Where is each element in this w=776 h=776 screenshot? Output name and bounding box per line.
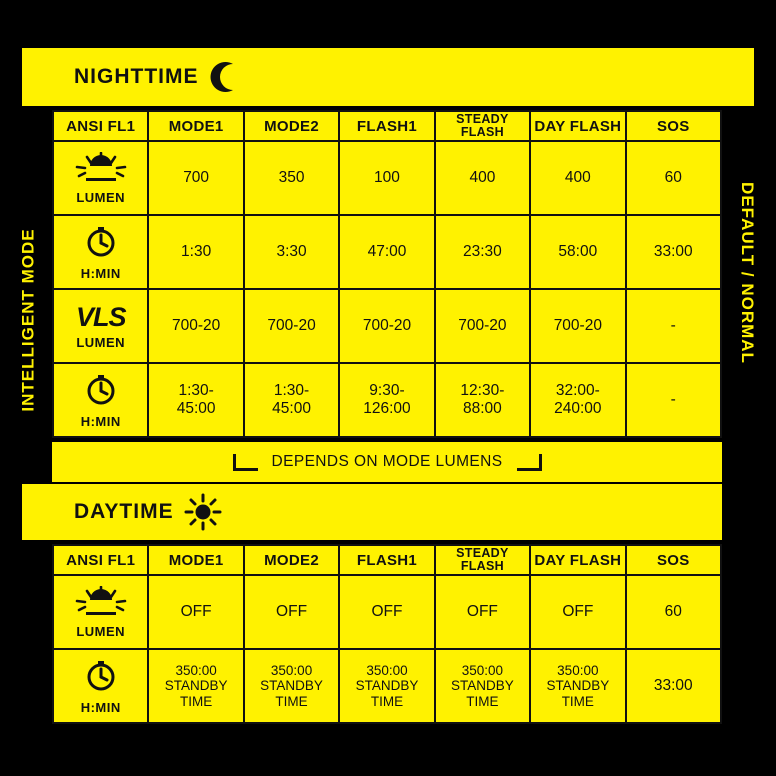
table-row <box>53 649 721 723</box>
cell-hmin-steady-flash: 23:30 <box>435 215 530 289</box>
cell-vls-sos: - <box>626 289 721 363</box>
rowhead-label: LUMEN <box>76 189 126 205</box>
rowhead-vls-hmin <box>53 363 148 437</box>
col-steady-flash: STEADY FLASH <box>435 111 530 141</box>
col-mode2: MODE2 <box>244 545 339 575</box>
col-mode1: MODE1 <box>148 111 243 141</box>
cell-day-lumen-steady-flash: OFF <box>435 575 530 649</box>
vls-logo: VLS <box>75 302 126 332</box>
moon-icon <box>209 60 243 94</box>
clock-icon <box>83 372 119 412</box>
cell-vls-mode2: 700-20 <box>244 289 339 363</box>
cell-day-lumen-flash1: OFF <box>339 575 434 649</box>
cell-lumen-flash1: 100 <box>339 141 434 215</box>
cell-vls-day-flash: 700-20 <box>530 289 625 363</box>
rowhead-hmin <box>53 215 148 289</box>
col-ansi-fl1: ANSI FL1 <box>53 111 148 141</box>
col-flash1: FLASH1 <box>339 111 434 141</box>
rowhead-label: H:MIN <box>80 265 121 281</box>
cell-day-hmin-flash1: 350:00 STANDBY TIME <box>339 649 434 723</box>
col-mode1: MODE1 <box>148 545 243 575</box>
sun-burst-icon <box>72 152 130 188</box>
bracket-right-icon <box>517 454 542 471</box>
cell-day-lumen-sos: 60 <box>626 575 721 649</box>
col-mode2: MODE2 <box>244 111 339 141</box>
cell-vlshmin-mode2: 1:30- 45:00 <box>244 363 339 437</box>
cell-hmin-day-flash: 58:00 <box>530 215 625 289</box>
left-vertical-label <box>8 105 50 535</box>
rowhead-label: LUMEN <box>76 335 126 350</box>
rowhead-label: H:MIN <box>80 413 121 429</box>
table-row <box>53 141 721 215</box>
cell-lumen-sos: 60 <box>626 141 721 215</box>
cell-lumen-mode2: 350 <box>244 141 339 215</box>
cell-lumen-steady-flash: 400 <box>435 141 530 215</box>
rowhead-vls-lumen <box>53 289 148 363</box>
sun-burst-icon <box>72 586 130 622</box>
table-row <box>53 363 721 437</box>
cell-day-lumen-mode1: OFF <box>148 575 243 649</box>
cell-day-hmin-steady-flash: 350:00 STANDBY TIME <box>435 649 530 723</box>
col-sos: SOS <box>626 545 721 575</box>
rowhead-hmin <box>53 649 148 723</box>
nighttime-banner <box>22 48 754 106</box>
clock-icon <box>83 658 119 698</box>
cell-hmin-mode1: 1:30 <box>148 215 243 289</box>
col-day-flash: DAY FLASH <box>530 111 625 141</box>
table-header-row <box>53 111 721 141</box>
cell-vlshmin-day-flash: 32:00- 240:00 <box>530 363 625 437</box>
cell-day-lumen-day-flash: OFF <box>530 575 625 649</box>
right-vertical-label-text: DEFAULT / NORMAL <box>738 181 757 364</box>
cell-hmin-sos: 33:00 <box>626 215 721 289</box>
cell-vlshmin-steady-flash: 12:30- 88:00 <box>435 363 530 437</box>
cell-day-hmin-mode1: 350:00 STANDBY TIME <box>148 649 243 723</box>
cell-hmin-flash1: 47:00 <box>339 215 434 289</box>
rowhead-label: H:MIN <box>80 699 121 715</box>
depends-note <box>52 442 722 482</box>
daytime-title: DAYTIME <box>74 500 174 523</box>
cell-day-lumen-mode2: OFF <box>244 575 339 649</box>
col-ansi-fl1: ANSI FL1 <box>53 545 148 575</box>
cell-hmin-mode2: 3:30 <box>244 215 339 289</box>
nighttime-table <box>52 110 722 438</box>
cell-vlshmin-flash1: 9:30- 126:00 <box>339 363 434 437</box>
cell-vls-steady-flash: 700-20 <box>435 289 530 363</box>
col-day-flash: DAY FLASH <box>530 545 625 575</box>
bracket-left-icon <box>233 454 258 471</box>
depends-note-text: DEPENDS ON MODE LUMENS <box>271 453 503 470</box>
col-sos: SOS <box>626 111 721 141</box>
cell-lumen-day-flash: 400 <box>530 141 625 215</box>
rowhead-label: LUMEN <box>76 623 126 639</box>
daytime-table <box>52 544 722 724</box>
cell-day-hmin-mode2: 350:00 STANDBY TIME <box>244 649 339 723</box>
sun-icon <box>184 493 222 531</box>
daytime-banner <box>22 484 722 540</box>
col-flash1: FLASH1 <box>339 545 434 575</box>
cell-vls-flash1: 700-20 <box>339 289 434 363</box>
table-row <box>53 215 721 289</box>
rowhead-lumen <box>53 575 148 649</box>
left-vertical-label-text: INTELLIGENT MODE <box>19 228 39 412</box>
col-steady-flash: STEADY FLASH <box>435 545 530 575</box>
cell-vlshmin-mode1: 1:30- 45:00 <box>148 363 243 437</box>
cell-vls-mode1: 700-20 <box>148 289 243 363</box>
cell-lumen-mode1: 700 <box>148 141 243 215</box>
cell-day-hmin-day-flash: 350:00 STANDBY TIME <box>530 649 625 723</box>
right-vertical-label <box>726 105 768 440</box>
table-row <box>53 289 721 363</box>
table-header-row <box>53 545 721 575</box>
cell-day-hmin-sos: 33:00 <box>626 649 721 723</box>
cell-vlshmin-sos: - <box>626 363 721 437</box>
table-row <box>53 575 721 649</box>
clock-icon <box>83 224 119 264</box>
rowhead-lumen <box>53 141 148 215</box>
nighttime-title: NIGHTTIME <box>74 65 199 88</box>
